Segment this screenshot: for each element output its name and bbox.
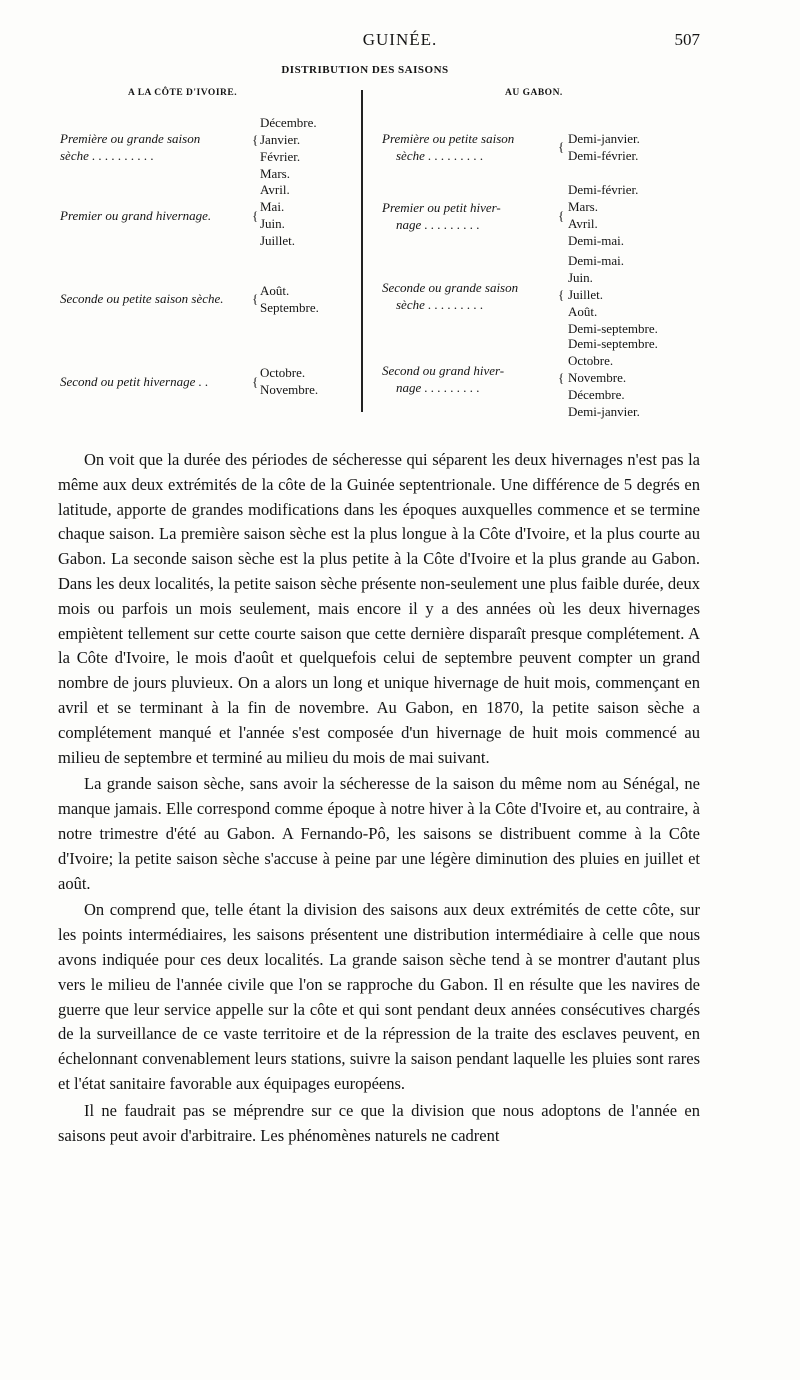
running-header-title: GUINÉE. [362,30,438,49]
month-entry: Mars. [260,166,290,181]
season-row-right-1 [382,130,682,166]
paragraph: La grande saison sèche, sans avoir la sécheresse de la saison du même nom au Sénégal, ne manque jamais. Elle correspond comme époque à notre hiver à la Côte d'Ivoire et, au contraire, à notre trimestre d'été au Gabon. A Fernando-Pô, les saisons se distribuent comme à la Côte d'Ivoire; la petite saison sèche s'accuse à peine par une légère diminution des pluies en juillet et août. [58,774,700,893]
page-number: 507 [674,30,700,49]
brace-icon: { [252,374,259,389]
season-label-cont: nage . . . . . . . . . [396,217,480,232]
body-text [58,448,700,1148]
brace-icon: { [558,139,565,154]
month-entry: Décembre. [260,115,317,130]
column-heading-cote-ivoire: A LA CÔTE D'IVOIRE. [128,88,238,98]
season-label: Première ou petite saison [382,131,515,146]
season-label: Second ou grand hiver- [382,363,505,378]
month-entry: Demi-septembre. [568,336,658,351]
month-entry: Novembre. [568,370,627,385]
paragraph: Il ne faudrait pas se méprendre sur ce que la division que nous adoptons de l'année en saisons peut avoir d'arbitraire. Les phénomènes naturels ne cadrent [58,1100,700,1145]
brace-icon: { [558,370,565,385]
month-entry: Mai. [260,199,285,214]
month-entry: Demi-mai. [568,233,624,248]
month-entry: Novembre. [260,382,319,397]
brace-icon: { [252,291,259,306]
month-entry: Demi-janvier. [568,404,640,419]
month-entry: Décembre. [568,387,625,402]
month-entry: Demi-février. [568,182,639,197]
season-label: Premier ou grand hivernage. [60,208,212,223]
season-row-right-2 [382,181,682,251]
month-entry: Août. [568,304,598,319]
month-entry: Juillet. [260,233,296,248]
brace-icon: { [558,208,565,223]
month-entry: Octobre. [260,365,306,380]
season-row-left-2 [60,181,360,251]
month-entry: Janvier. [260,132,301,147]
month-entry: Demi-janvier. [568,131,640,146]
month-entry: Avril. [568,216,598,231]
month-entry: Juin. [568,270,593,285]
month-entry: Demi-mai. [568,253,624,268]
season-row-left-1 [60,114,360,184]
month-entry: Demi-septembre. [568,321,658,336]
season-label: Seconde ou grande saison [382,280,519,295]
season-row-left-3 [60,282,360,318]
column-heading-gabon: AU GABON. [505,88,563,98]
season-label: Seconde ou petite saison sèche. [60,291,224,306]
month-entry: Septembre. [260,300,319,315]
month-entry: Avril. [260,182,290,197]
brace-icon: { [252,208,259,223]
season-label-cont: nage . . . . . . . . . [396,380,480,395]
month-entry: Février. [260,149,301,164]
season-row-left-4 [60,364,360,400]
month-entry: Juillet. [568,287,604,302]
month-entry: Octobre. [568,353,614,368]
column-divider [361,90,363,412]
month-entry: Demi-février. [568,148,639,163]
month-entry: Août. [260,283,290,298]
season-label-cont: sèche . . . . . . . . . . [60,148,154,163]
season-label-cont: sèche . . . . . . . . . [396,297,484,312]
season-row-right-3 [382,252,682,338]
month-entry: Mars. [568,199,598,214]
season-row-right-4 [382,335,682,421]
season-label: Second ou petit hivernage . . [60,374,209,389]
month-entry: Juin. [260,216,285,231]
paragraph: On voit que la durée des périodes de sécheresse qui séparent les deux hivernages n'est pas la même aux deux extrémités de la côte de la Guinée septentrionale. Une différence de 5 degrés en latitude, apporte de grandes modifications dans les époques auxquelles commence et se termine chaque saison. La première saison sèche est la plus longue à la Côte d'Ivoire, et la plus courte au Gabon. La seconde saison sèche est la plus petite à la Côte d'Ivoire et la plus grande au Gabon. Dans les deux localités, la petite saison sèche présente non-seulement une plus faible durée, deux mois ou parfois un mois seulement, mais encore il y a des années où les deux hivernages empiètent tellement sur cette courte saison que cette dernière disparaît presque complétement. A la Côte d'Ivoire, le mois d'août et quelquefois celui de septembre peuvent compter un grand nombre de jours pluvieux. On a alors un long et unique hivernage de huit mois, commençant en avril et se terminant à la fin de novembre. Au Gabon, en 1870, la petite saison sèche a complétement manqué et l'année s'est composée d'un hivernage de huit mois commencé au milieu de septembre et terminé au milieu du mois de mai suivant. [58,450,700,767]
brace-icon: { [252,132,259,147]
season-label: Premier ou petit hiver- [382,200,501,215]
season-label-cont: sèche . . . . . . . . . [396,148,484,163]
table-caption: DISTRIBUTION DES SAISONS [281,64,449,76]
paragraph: On comprend que, telle étant la division des saisons aux deux extrémités de cette côte, sur les points intermédiaires, les saisons présentent une distribution intermédiaire à celle que nous avons indiquée pour ces deux localités. La grande saison sèche tend à se montrer d'autant plus vers le milieu de l'année civile que l'on se rapproche du Gabon. Il en résulte que les navires de guerre que leur service appelle sur la côte et qui sont pendant deux années consécutives chargés de la surveillance de ce vaste territoire et de la répression de la traite des esclaves peuvent, en échelonnant convenablement leurs stations, suivre la saison pendant laquelle les pluies sont rares et l'état sanitaire favorable aux équipages européens. [58,900,700,1093]
brace-icon: { [558,287,565,302]
season-label: Première ou grande saison [60,131,201,146]
